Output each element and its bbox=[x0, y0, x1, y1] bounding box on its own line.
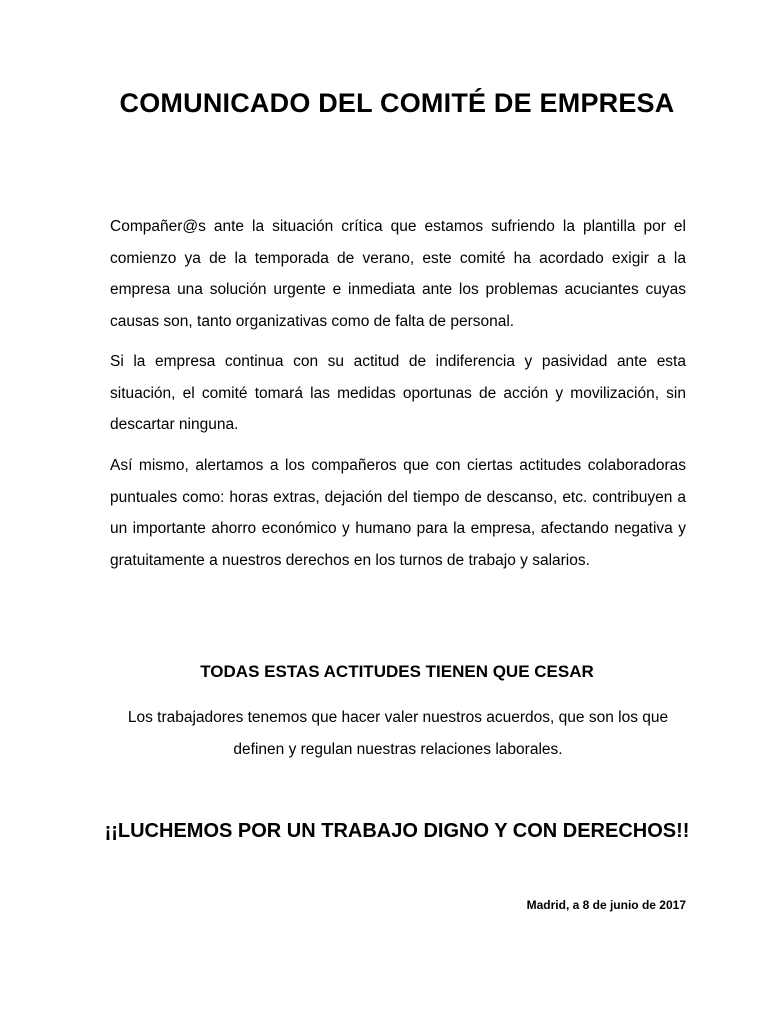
date-line: Madrid, a 8 de junio de 2017 bbox=[526, 898, 686, 912]
paragraph-3: Así mismo, alertamos a los compañeros que con ciertas actitudes colaboradoras puntuales como: horas extras, dejación del tiempo de descanso, etc. contribuyen a un importante ahorro económico y humano para la empresa, afectando negativa y gratuitamente a nuestros derechos en los turnos de trabajo y salarios. bbox=[110, 457, 686, 569]
section-heading: TODAS ESTAS ACTITUDES TIENEN QUE CESAR bbox=[200, 662, 594, 681]
paragraph-1: Compañer@s ante la situación crítica que estamos sufriendo la plantilla por el comienzo ya de la temporada de verano, este comité ha acordado exigir a la empresa una solución urgente e inmediata ante los problemas acuciantes cuyas causas son, tanto organizativas como de falta de personal. bbox=[110, 218, 686, 330]
paragraph-2: Si la empresa continua con su actitud de indiferencia y pasividad ante esta situación, el comité tomará las medidas oportunas de acción y movilización, sin descartar ninguna. bbox=[110, 353, 686, 433]
document-title: COMUNICADO DEL COMITÉ DE EMPRESA bbox=[119, 88, 675, 118]
closing-paragraph: Los trabajadores tenemos que hacer valer nuestros acuerdos, que son los que definen y regulan nuestras relaciones laborales. bbox=[127, 709, 669, 758]
slogan: ¡¡LUCHEMOS POR UN TRABAJO DIGNO Y CON DERECHOS!! bbox=[104, 820, 690, 842]
